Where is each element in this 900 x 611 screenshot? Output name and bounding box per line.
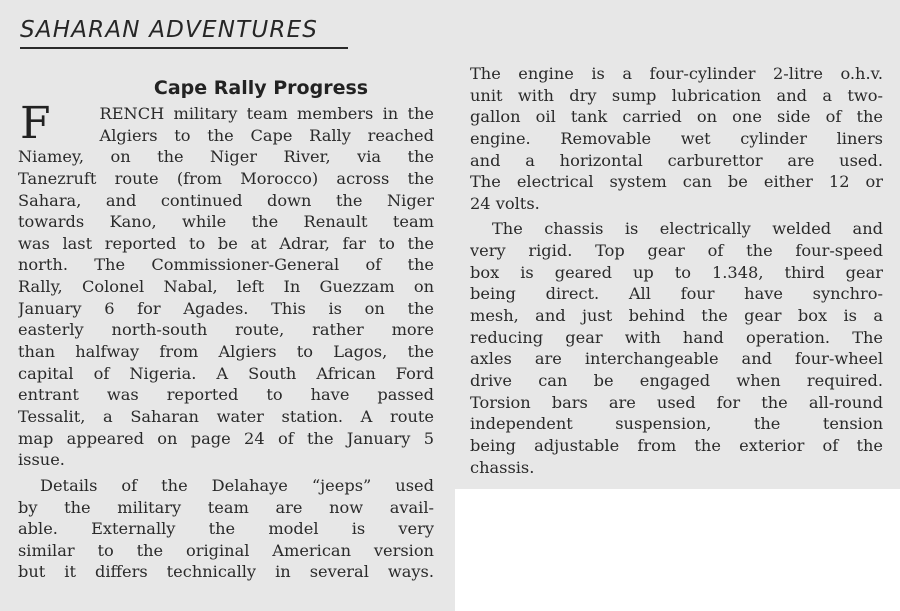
left-paragraph-1 xyxy=(18,98,434,471)
text-line: independent suspension, the tension xyxy=(470,414,883,434)
text-line: very rigid. Top gear of the four-speed xyxy=(470,241,883,261)
text-line: reducing gear with hand operation. The xyxy=(470,327,883,347)
text-line: similar to the original American version xyxy=(18,540,434,560)
text-line: unit with dry sump lubrication and a two- xyxy=(470,85,883,105)
text-line: but it differs technically in several ways. xyxy=(18,562,434,582)
text-line: easterly north-south route, rather more xyxy=(18,320,434,340)
left-paragraph-2 xyxy=(18,475,434,583)
text-line: chassis. xyxy=(470,457,535,477)
article-title: Cape Rally Progress xyxy=(153,77,369,99)
text-line: The engine is a four-cylinder 2-litre o.h.v. xyxy=(470,64,883,83)
text-line: being adjustable from the exterior of the xyxy=(470,435,883,455)
text-line: Sahara, and continued down the Niger xyxy=(18,190,434,210)
text-line: issue. xyxy=(18,450,65,470)
text-line: Niamey, on the Niger River, via the xyxy=(18,147,434,167)
text-line: towards Kano, while the Renault team xyxy=(18,212,434,232)
text-line: The electrical system can be either 12 or xyxy=(470,172,883,192)
text-line: capital of Nigeria. A South African Ford xyxy=(18,363,434,383)
text-line: RENCH military team members in the xyxy=(99,104,434,123)
text-line: Algiers to the Cape Rally reached xyxy=(99,125,434,145)
section-header: SAHARAN ADVENTURES xyxy=(20,13,348,49)
text-line: engine. Removable wet cylinder liners xyxy=(470,128,883,148)
text-line: map appeared on page 24 of the January 5 xyxy=(18,428,434,448)
text-line: by the military team are now avail- xyxy=(18,497,434,517)
right-column xyxy=(470,63,883,478)
text-line: box is geared up to 1.348, third gear xyxy=(470,262,883,282)
text-line: January 6 for Agades. This is on the xyxy=(18,298,434,318)
drop-cap: F xyxy=(20,98,51,149)
right-paragraph-2 xyxy=(470,218,883,478)
left-column xyxy=(18,73,434,583)
text-line: north. The Commissioner-General of the xyxy=(18,255,434,275)
text-line: The chassis is electrically welded and xyxy=(492,219,883,239)
text-line: axles are interchangeable and four-wheel xyxy=(470,349,883,369)
text-line: than halfway from Algiers to Lagos, the xyxy=(18,342,434,362)
text-line: Tanezruft route (from Morocco) across the xyxy=(18,168,434,188)
text-line: able. Externally the model is very xyxy=(18,519,434,539)
text-line: 24 volts. xyxy=(470,193,540,213)
right-paragraph-1 xyxy=(470,63,883,214)
text-line: Rally, Colonel Nabal, left In Guezzam on xyxy=(18,277,434,297)
text-line: and a horizontal carburettor are used. xyxy=(470,150,883,170)
text-line: drive can be engaged when required. xyxy=(470,370,883,390)
text-line: Torsion bars are used for the all-round xyxy=(470,392,883,412)
text-line: entrant was reported to have passed xyxy=(18,385,434,405)
text-line: Details of the Delahaye “jeeps” used xyxy=(40,475,434,495)
text-line: Tessalit, a Saharan water station. A route xyxy=(18,406,434,426)
text-line: being direct. All four have synchro- xyxy=(470,284,883,304)
text-line: was last reported to be at Adrar, far to the xyxy=(18,233,434,253)
text-line: gallon oil tank carried on one side of the xyxy=(470,107,883,127)
text-line: mesh, and just behind the gear box is a xyxy=(470,306,883,326)
